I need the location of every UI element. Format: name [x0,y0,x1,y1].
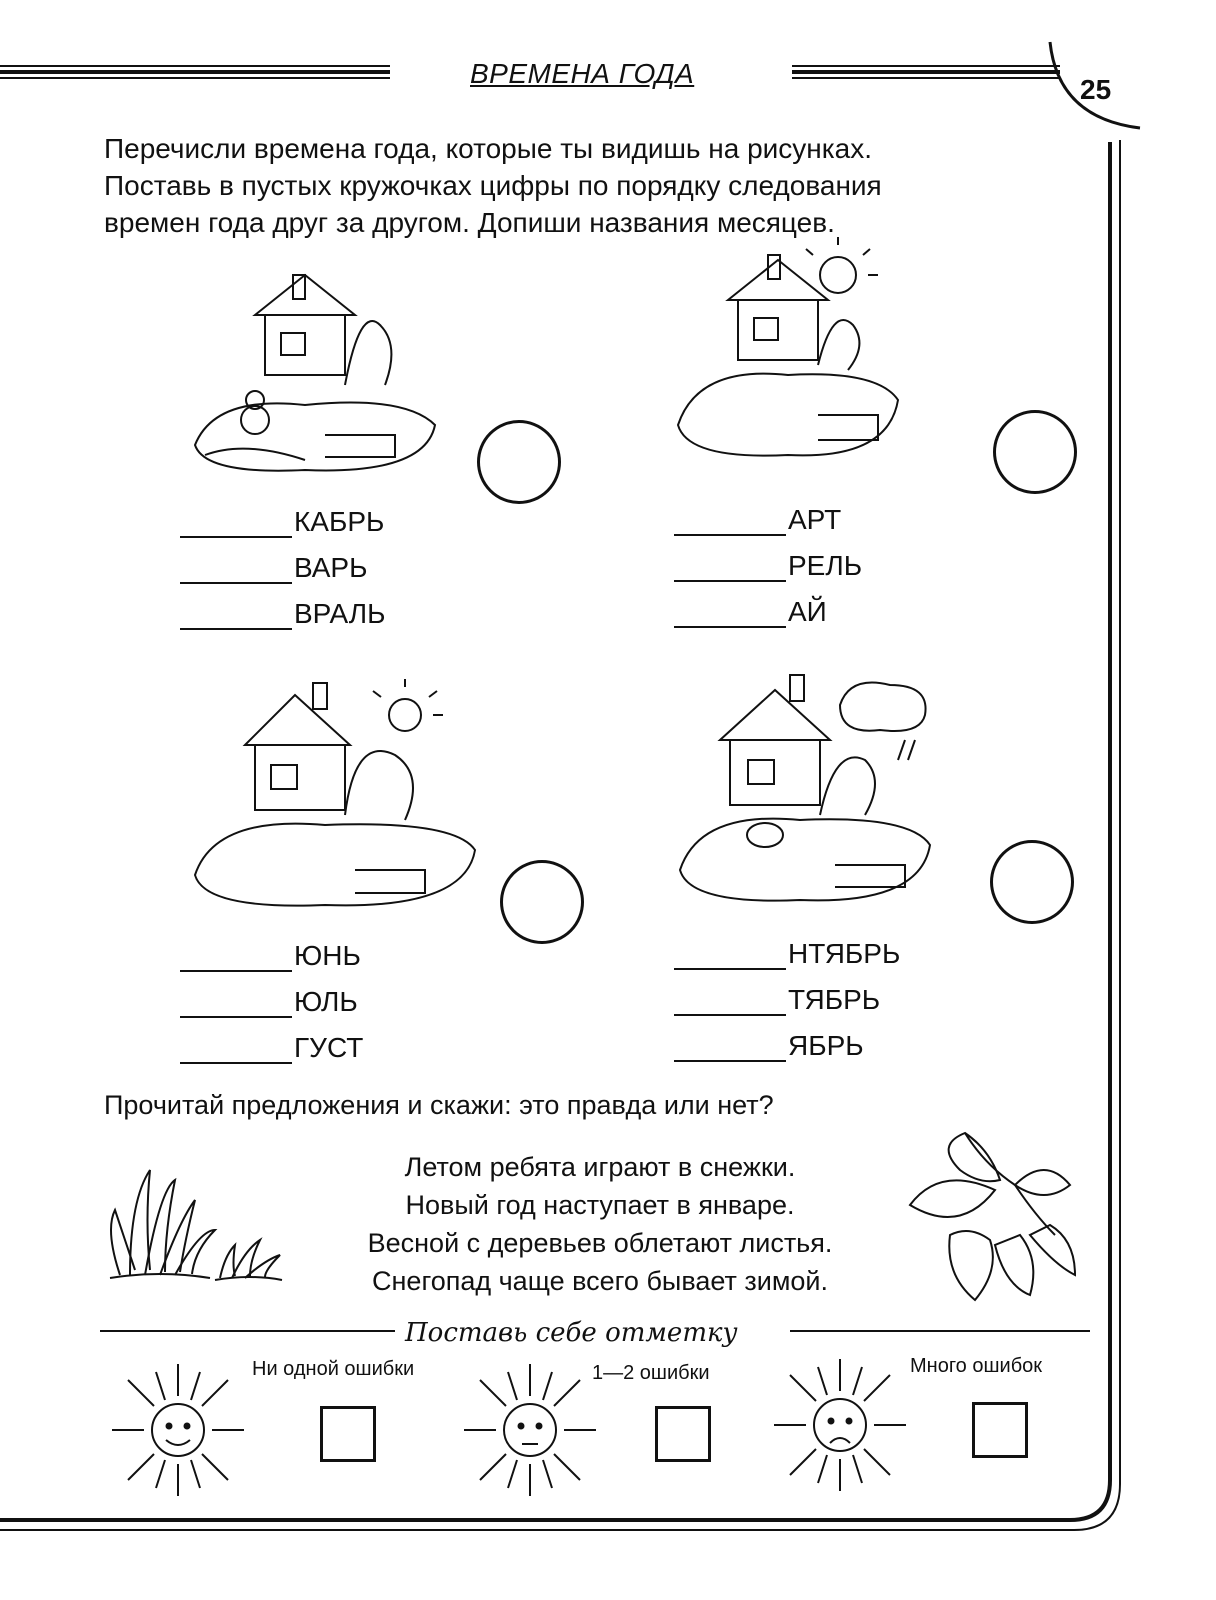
statement: Снегопад чаще всего бывает зимой. [372,1266,828,1296]
happy-sun-icon [108,1360,248,1500]
order-circle-summer[interactable] [500,860,584,944]
answer-blank[interactable] [180,514,292,538]
answer-blank[interactable] [180,994,292,1018]
option-label: Много ошибок [910,1355,1043,1377]
month-item: ТЯБРЬ [674,984,900,1016]
instruction-line: Перечисли времена года, которые ты видишь на рисунках. [104,133,872,164]
statement: Летом ребята играют в снежки. [404,1152,796,1182]
grass-icon [100,1160,285,1285]
checkbox-few-errors[interactable] [655,1406,711,1462]
option-label: 1—2 ошибки [592,1362,710,1384]
instructions [104,130,1064,241]
answer-blank[interactable] [674,1038,786,1062]
answer-blank[interactable] [180,1040,292,1064]
month-item: НТЯБРЬ [674,938,900,970]
order-circle-autumn[interactable] [990,840,1074,924]
answer-blank[interactable] [674,512,786,536]
statement: Новый год наступает в январе. [405,1190,795,1220]
assessment-title: Поставь себе отметку [405,1318,738,1348]
month-item: ЮЛЬ [180,986,363,1018]
instruction-line: Поставь в пустых кружочках цифры по порядку следования [104,170,882,201]
spring-house-icon [668,235,908,485]
summer-house-icon [185,675,485,925]
leaf-branch-icon [905,1125,1080,1305]
month-list-autumn [674,938,900,1062]
checkbox-many-errors[interactable] [972,1402,1028,1458]
checkbox-no-errors[interactable] [320,1406,376,1462]
order-circle-spring[interactable] [993,410,1077,494]
month-item: АЙ [674,596,862,628]
question-text: Прочитай предложения и скажи: это правда или нет? [104,1090,774,1120]
answer-blank[interactable] [180,948,292,972]
month-list-spring [674,504,862,628]
page-number: 25 [1080,74,1112,105]
month-item: ЮНЬ [180,940,363,972]
statements [300,1148,900,1300]
answer-blank[interactable] [674,558,786,582]
statement: Весной с деревьев облетают листья. [367,1228,833,1258]
answer-blank[interactable] [674,604,786,628]
autumn-house-icon [670,665,940,925]
winter-house-icon [185,245,450,485]
month-item: ЯБРЬ [674,1030,900,1062]
answer-blank[interactable] [180,606,292,630]
month-item: АРТ [674,504,862,536]
month-item: ВАРЬ [180,552,386,584]
month-item: ГУСТ [180,1032,363,1064]
month-item: ВРАЛЬ [180,598,386,630]
answer-blank[interactable] [674,946,786,970]
order-circle-winter[interactable] [477,420,561,504]
month-list-summer [180,940,363,1064]
option-label: Ни одной ошибки [252,1358,415,1380]
month-list-winter [180,506,386,630]
neutral-sun-icon [460,1360,600,1500]
month-item: КАБРЬ [180,506,386,538]
month-item: РЕЛЬ [674,550,862,582]
sad-sun-icon [770,1355,910,1495]
page-title: ВРЕМЕНА ГОДА [470,58,695,89]
instruction-line: времен года друг за другом. Допиши названия месяцев. [104,207,835,238]
answer-blank[interactable] [674,992,786,1016]
answer-blank[interactable] [180,560,292,584]
